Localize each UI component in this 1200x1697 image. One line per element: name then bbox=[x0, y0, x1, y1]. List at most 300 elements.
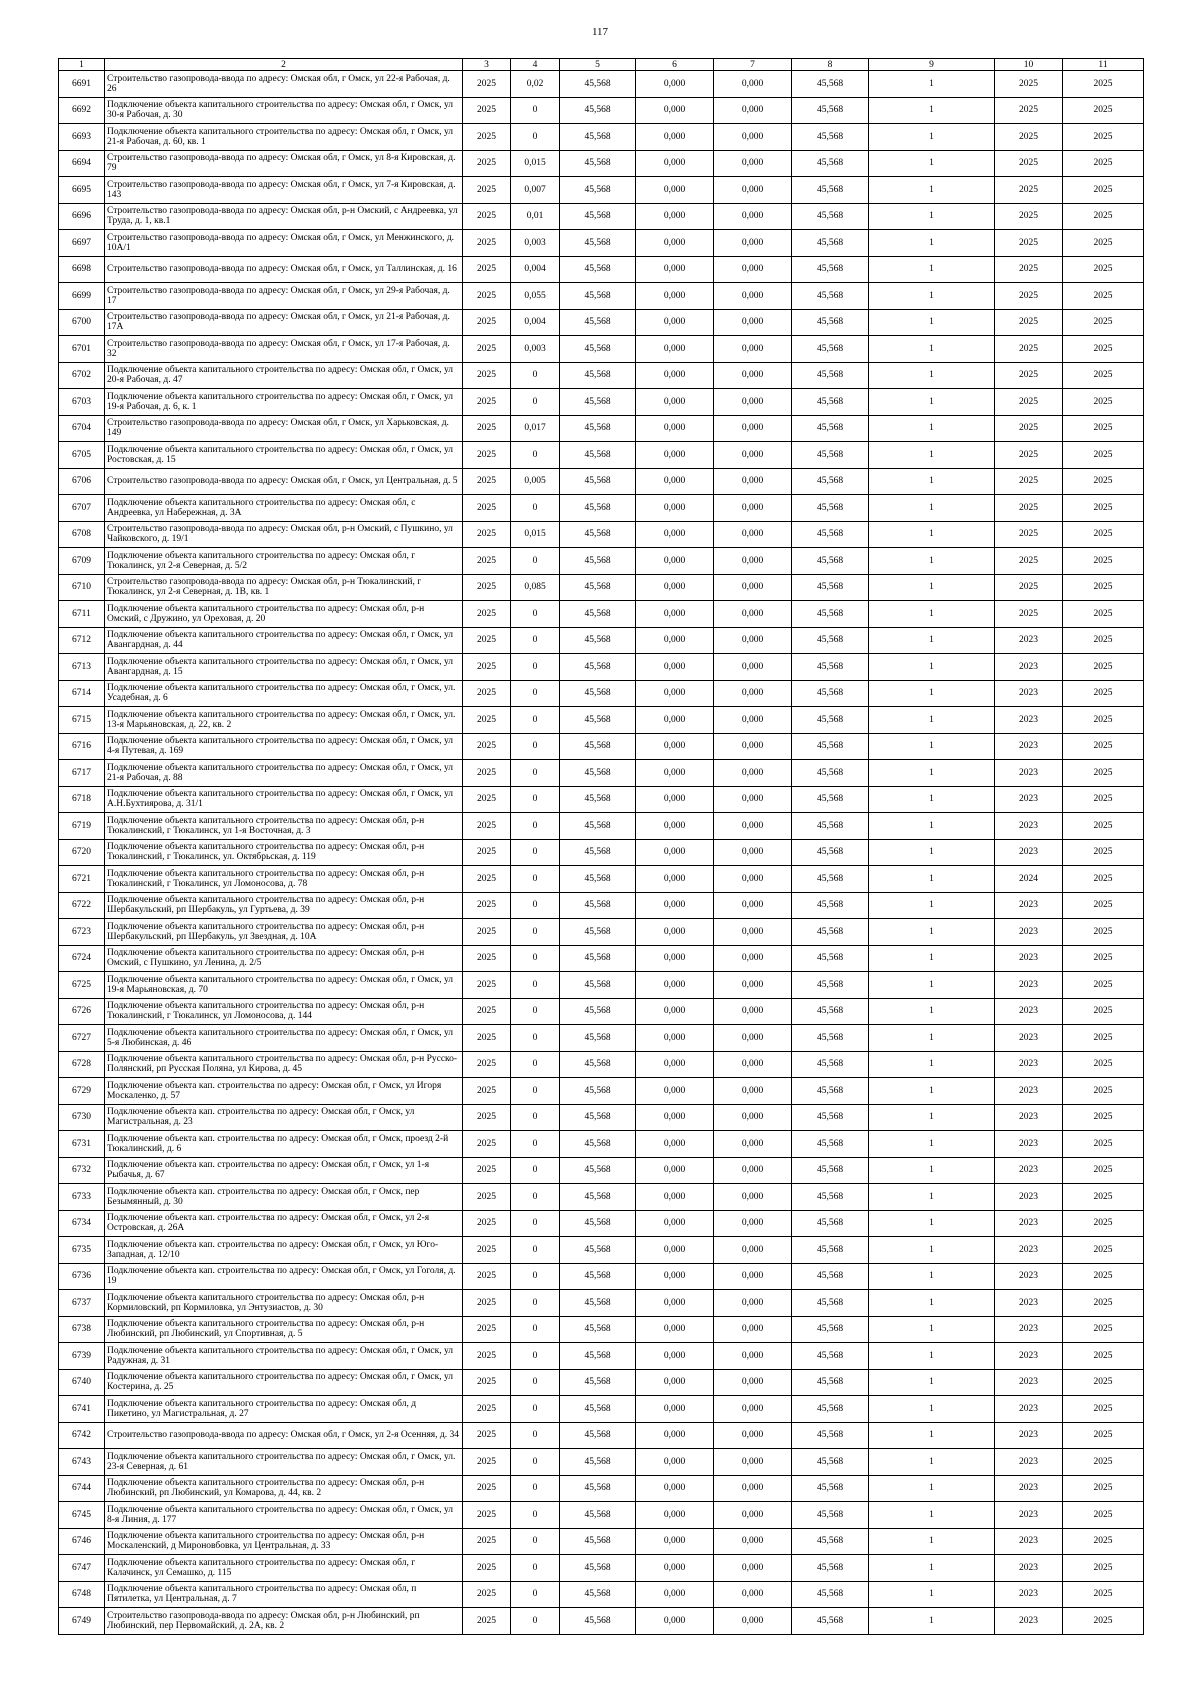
table-row bbox=[59, 1263, 1144, 1290]
value-cell: 45,568 bbox=[792, 733, 869, 760]
value-cell: 45,568 bbox=[792, 1078, 869, 1105]
value-cell: 45,568 bbox=[792, 1316, 869, 1343]
value-cell: 0,000 bbox=[636, 362, 714, 389]
description-cell: Подключение объекта капитального строительства по адресу: Омская обл, р-н Шербакульский, рп Шербакуль, ул Звездная, д. 10А bbox=[105, 919, 463, 946]
value-cell: 45,568 bbox=[792, 124, 869, 151]
value-cell: 1 bbox=[869, 177, 995, 204]
value-cell: 0,000 bbox=[636, 1502, 714, 1529]
value-cell: 0,000 bbox=[636, 336, 714, 363]
value-cell: 1 bbox=[869, 1343, 995, 1370]
table-row bbox=[59, 468, 1144, 495]
value-cell: 45,568 bbox=[792, 1210, 869, 1237]
row-number-cell: 6713 bbox=[59, 654, 105, 681]
value-cell: 2025 bbox=[463, 786, 511, 813]
description-cell: Подключение объекта капитального строительства по адресу: Омская обл, г Омск, ул Авангардная, д. 15 bbox=[105, 654, 463, 681]
table-row bbox=[59, 707, 1144, 734]
value-cell: 2025 bbox=[1063, 1210, 1144, 1237]
table-row bbox=[59, 230, 1144, 257]
value-cell: 45,568 bbox=[792, 1343, 869, 1370]
table-row bbox=[59, 309, 1144, 336]
value-cell: 1 bbox=[869, 1131, 995, 1158]
column-header: 10 bbox=[995, 59, 1063, 71]
description-cell: Строительство газопровода-ввода по адресу: Омская обл, р-н Любинский, рп Любинский, пер Первомайский, д. 2А, кв. 2 bbox=[105, 1608, 463, 1635]
row-number-cell: 6725 bbox=[59, 972, 105, 999]
value-cell: 0,085 bbox=[511, 574, 560, 601]
value-cell: 0,000 bbox=[636, 1396, 714, 1423]
value-cell: 45,568 bbox=[560, 1316, 636, 1343]
row-number-cell: 6724 bbox=[59, 945, 105, 972]
value-cell: 0 bbox=[511, 1237, 560, 1264]
value-cell: 1 bbox=[869, 1528, 995, 1555]
value-cell: 1 bbox=[869, 680, 995, 707]
value-cell: 0,003 bbox=[511, 230, 560, 257]
value-cell: 2025 bbox=[463, 521, 511, 548]
value-cell: 45,568 bbox=[792, 203, 869, 230]
value-cell: 45,568 bbox=[560, 574, 636, 601]
value-cell: 0,000 bbox=[714, 1237, 792, 1264]
value-cell: 0,055 bbox=[511, 283, 560, 310]
value-cell: 2023 bbox=[995, 1475, 1063, 1502]
value-cell: 2025 bbox=[463, 654, 511, 681]
value-cell: 0 bbox=[511, 495, 560, 522]
value-cell: 45,568 bbox=[560, 389, 636, 416]
value-cell: 0,000 bbox=[636, 1210, 714, 1237]
value-cell: 0 bbox=[511, 654, 560, 681]
value-cell: 2025 bbox=[995, 230, 1063, 257]
value-cell: 0,000 bbox=[636, 1025, 714, 1052]
value-cell: 2025 bbox=[1063, 1290, 1144, 1317]
description-cell: Подключение объекта капитального строительства по адресу: Омская обл, р-н Любинский, рп Любинский, ул Спортивная, д. 5 bbox=[105, 1316, 463, 1343]
value-cell: 2025 bbox=[1063, 468, 1144, 495]
value-cell: 2025 bbox=[1063, 1608, 1144, 1635]
value-cell: 45,568 bbox=[560, 1502, 636, 1529]
value-cell: 1 bbox=[869, 1608, 995, 1635]
value-cell: 2025 bbox=[463, 468, 511, 495]
value-cell: 45,568 bbox=[792, 786, 869, 813]
value-cell: 1 bbox=[869, 813, 995, 840]
value-cell: 2025 bbox=[1063, 1157, 1144, 1184]
value-cell: 2025 bbox=[1063, 1581, 1144, 1608]
value-cell: 2025 bbox=[995, 495, 1063, 522]
row-number-cell: 6744 bbox=[59, 1475, 105, 1502]
value-cell: 2025 bbox=[463, 495, 511, 522]
value-cell: 2023 bbox=[995, 1025, 1063, 1052]
value-cell: 2025 bbox=[1063, 124, 1144, 151]
value-cell: 2024 bbox=[995, 866, 1063, 893]
description-cell: Подключение объекта капитального строительства по адресу: Омская обл, п Пятилетка, ул Центральная, д. 7 bbox=[105, 1581, 463, 1608]
value-cell: 0,000 bbox=[714, 124, 792, 151]
value-cell: 2025 bbox=[1063, 892, 1144, 919]
value-cell: 45,568 bbox=[792, 1449, 869, 1476]
value-cell: 45,568 bbox=[792, 362, 869, 389]
value-cell: 0,000 bbox=[714, 733, 792, 760]
value-cell: 0,000 bbox=[714, 1184, 792, 1211]
value-cell: 2025 bbox=[463, 309, 511, 336]
value-cell: 45,568 bbox=[792, 1422, 869, 1449]
value-cell: 45,568 bbox=[792, 1131, 869, 1158]
table-row bbox=[59, 760, 1144, 787]
value-cell: 0 bbox=[511, 760, 560, 787]
value-cell: 0,000 bbox=[636, 1051, 714, 1078]
value-cell: 45,568 bbox=[560, 1131, 636, 1158]
value-cell: 1 bbox=[869, 1184, 995, 1211]
value-cell: 2025 bbox=[463, 627, 511, 654]
value-cell: 2025 bbox=[463, 1528, 511, 1555]
value-cell: 1 bbox=[869, 230, 995, 257]
value-cell: 45,568 bbox=[792, 283, 869, 310]
value-cell: 1 bbox=[869, 998, 995, 1025]
value-cell: 0 bbox=[511, 839, 560, 866]
value-cell: 1 bbox=[869, 1078, 995, 1105]
row-number-cell: 6718 bbox=[59, 786, 105, 813]
value-cell: 1 bbox=[869, 1051, 995, 1078]
value-cell: 45,568 bbox=[560, 1555, 636, 1582]
value-cell: 0,000 bbox=[636, 972, 714, 999]
value-cell: 2023 bbox=[995, 654, 1063, 681]
table-row bbox=[59, 389, 1144, 416]
table-row bbox=[59, 283, 1144, 310]
value-cell: 0,000 bbox=[636, 786, 714, 813]
table-row bbox=[59, 521, 1144, 548]
value-cell: 1 bbox=[869, 203, 995, 230]
value-cell: 2025 bbox=[463, 707, 511, 734]
value-cell: 45,568 bbox=[560, 1343, 636, 1370]
value-cell: 2025 bbox=[1063, 1237, 1144, 1264]
table-row bbox=[59, 1316, 1144, 1343]
value-cell: 2025 bbox=[463, 1581, 511, 1608]
table-body bbox=[59, 71, 1144, 1635]
value-cell: 0 bbox=[511, 1502, 560, 1529]
value-cell: 2025 bbox=[1063, 1528, 1144, 1555]
value-cell: 2025 bbox=[463, 601, 511, 628]
value-cell: 0 bbox=[511, 1475, 560, 1502]
value-cell: 2025 bbox=[995, 97, 1063, 124]
value-cell: 2025 bbox=[1063, 283, 1144, 310]
value-cell: 1 bbox=[869, 760, 995, 787]
value-cell: 0,000 bbox=[714, 1581, 792, 1608]
value-cell: 2025 bbox=[463, 1608, 511, 1635]
row-number-cell: 6746 bbox=[59, 1528, 105, 1555]
value-cell: 1 bbox=[869, 256, 995, 283]
value-cell: 0,000 bbox=[636, 733, 714, 760]
value-cell: 0,000 bbox=[714, 654, 792, 681]
value-cell: 2025 bbox=[463, 919, 511, 946]
value-cell: 1 bbox=[869, 415, 995, 442]
value-cell: 2025 bbox=[1063, 627, 1144, 654]
value-cell: 45,568 bbox=[560, 1263, 636, 1290]
value-cell: 2025 bbox=[463, 813, 511, 840]
value-cell: 45,568 bbox=[560, 495, 636, 522]
value-cell: 2025 bbox=[463, 574, 511, 601]
value-cell: 2023 bbox=[995, 1555, 1063, 1582]
value-cell: 0 bbox=[511, 892, 560, 919]
table-row bbox=[59, 1157, 1144, 1184]
value-cell: 1 bbox=[869, 919, 995, 946]
value-cell: 0,000 bbox=[714, 1502, 792, 1529]
value-cell: 0,000 bbox=[714, 1422, 792, 1449]
value-cell: 2025 bbox=[995, 309, 1063, 336]
value-cell: 0 bbox=[511, 1581, 560, 1608]
value-cell: 0,000 bbox=[636, 1184, 714, 1211]
value-cell: 1 bbox=[869, 336, 995, 363]
row-number-cell: 6692 bbox=[59, 97, 105, 124]
value-cell: 2025 bbox=[1063, 309, 1144, 336]
value-cell: 0,000 bbox=[636, 1157, 714, 1184]
row-number-cell: 6697 bbox=[59, 230, 105, 257]
value-cell: 2023 bbox=[995, 1502, 1063, 1529]
value-cell: 45,568 bbox=[560, 733, 636, 760]
value-cell: 2025 bbox=[1063, 71, 1144, 98]
value-cell: 45,568 bbox=[560, 177, 636, 204]
value-cell: 1 bbox=[869, 1290, 995, 1317]
value-cell: 1 bbox=[869, 1555, 995, 1582]
value-cell: 2023 bbox=[995, 1528, 1063, 1555]
value-cell: 2025 bbox=[1063, 1078, 1144, 1105]
value-cell: 0 bbox=[511, 1555, 560, 1582]
row-number-cell: 6731 bbox=[59, 1131, 105, 1158]
description-cell: Подключение объекта капитального строительства по адресу: Омская обл, р-н Тюкалинский, г Тюкалинск, ул 1-я Восточная, д. 3 bbox=[105, 813, 463, 840]
value-cell: 0,000 bbox=[714, 707, 792, 734]
value-cell: 45,568 bbox=[792, 1184, 869, 1211]
table-row bbox=[59, 1502, 1144, 1529]
value-cell: 0 bbox=[511, 786, 560, 813]
value-cell: 2023 bbox=[995, 1369, 1063, 1396]
description-cell: Подключение объекта капитального строительства по адресу: Омская обл, г Омск, ул. 13-я Марьяновская, д. 22, кв. 2 bbox=[105, 707, 463, 734]
value-cell: 45,568 bbox=[560, 1184, 636, 1211]
value-cell: 0,000 bbox=[714, 1290, 792, 1317]
value-cell: 45,568 bbox=[560, 839, 636, 866]
value-cell: 2025 bbox=[463, 1316, 511, 1343]
row-number-cell: 6707 bbox=[59, 495, 105, 522]
value-cell: 2025 bbox=[463, 1237, 511, 1264]
table-row bbox=[59, 1396, 1144, 1423]
value-cell: 1 bbox=[869, 1025, 995, 1052]
value-cell: 2025 bbox=[995, 389, 1063, 416]
description-cell: Строительство газопровода-ввода по адресу: Омская обл, г Омск, ул Таллинская, д. 16 bbox=[105, 256, 463, 283]
value-cell: 0,000 bbox=[714, 548, 792, 575]
value-cell: 2023 bbox=[995, 1316, 1063, 1343]
value-cell: 2025 bbox=[995, 442, 1063, 469]
table-row bbox=[59, 71, 1144, 98]
value-cell: 0,000 bbox=[714, 1555, 792, 1582]
value-cell: 0,02 bbox=[511, 71, 560, 98]
value-cell: 0 bbox=[511, 1343, 560, 1370]
value-cell: 2025 bbox=[463, 892, 511, 919]
description-cell: Строительство газопровода-ввода по адресу: Омская обл, г Омск, ул Харьковская, д. 149 bbox=[105, 415, 463, 442]
value-cell: 45,568 bbox=[560, 1608, 636, 1635]
description-cell: Подключение объекта капитального строительства по адресу: Омская обл, р-н Тюкалинский, г Тюкалинск, ул Ломоносова, д. 78 bbox=[105, 866, 463, 893]
value-cell: 45,568 bbox=[560, 813, 636, 840]
description-cell: Строительство газопровода-ввода по адресу: Омская обл, г Омск, ул Менжинского, д. 10А/1 bbox=[105, 230, 463, 257]
table-row bbox=[59, 680, 1144, 707]
table-row bbox=[59, 177, 1144, 204]
value-cell: 2025 bbox=[995, 548, 1063, 575]
value-cell: 0,000 bbox=[636, 1608, 714, 1635]
value-cell: 0,000 bbox=[714, 866, 792, 893]
value-cell: 2023 bbox=[995, 1422, 1063, 1449]
table-row bbox=[59, 1290, 1144, 1317]
value-cell: 0,000 bbox=[636, 1316, 714, 1343]
value-cell: 45,568 bbox=[792, 256, 869, 283]
description-cell: Подключение объекта капитального строительства по адресу: Омская обл, р-н Кормиловский, рп Кормиловка, ул Энтузиастов, д. 30 bbox=[105, 1290, 463, 1317]
value-cell: 0,000 bbox=[714, 336, 792, 363]
value-cell: 2025 bbox=[463, 442, 511, 469]
value-cell: 2025 bbox=[995, 150, 1063, 177]
value-cell: 1 bbox=[869, 707, 995, 734]
row-number-cell: 6706 bbox=[59, 468, 105, 495]
row-number-cell: 6714 bbox=[59, 680, 105, 707]
value-cell: 0,000 bbox=[636, 548, 714, 575]
value-cell: 45,568 bbox=[792, 521, 869, 548]
value-cell: 0 bbox=[511, 627, 560, 654]
value-cell: 0,000 bbox=[636, 813, 714, 840]
value-cell: 45,568 bbox=[792, 1290, 869, 1317]
value-cell: 0,000 bbox=[714, 1449, 792, 1476]
row-number-cell: 6709 bbox=[59, 548, 105, 575]
row-number-cell: 6720 bbox=[59, 839, 105, 866]
value-cell: 0,000 bbox=[636, 1555, 714, 1582]
table-row bbox=[59, 1449, 1144, 1476]
value-cell: 0,000 bbox=[714, 1210, 792, 1237]
value-cell: 1 bbox=[869, 1502, 995, 1529]
value-cell: 2025 bbox=[463, 866, 511, 893]
row-number-cell: 6721 bbox=[59, 866, 105, 893]
value-cell: 2025 bbox=[1063, 707, 1144, 734]
value-cell: 0,000 bbox=[636, 442, 714, 469]
description-cell: Подключение объекта капитального строительства по адресу: Омская обл, г Калачинск, ул Семашко, д. 115 bbox=[105, 1555, 463, 1582]
value-cell: 2025 bbox=[463, 760, 511, 787]
value-cell: 45,568 bbox=[560, 654, 636, 681]
value-cell: 0,000 bbox=[636, 124, 714, 151]
value-cell: 0,000 bbox=[714, 1343, 792, 1370]
value-cell: 2025 bbox=[463, 1210, 511, 1237]
value-cell: 2023 bbox=[995, 733, 1063, 760]
table-row bbox=[59, 1104, 1144, 1131]
value-cell: 45,568 bbox=[560, 230, 636, 257]
value-cell: 0 bbox=[511, 813, 560, 840]
value-cell: 0 bbox=[511, 389, 560, 416]
value-cell: 0,000 bbox=[714, 203, 792, 230]
description-cell: Подключение объекта кап. строительства по адресу: Омская обл, г Омск, ул Магистральная, д. 23 bbox=[105, 1104, 463, 1131]
value-cell: 2025 bbox=[1063, 1131, 1144, 1158]
row-number-cell: 6739 bbox=[59, 1343, 105, 1370]
value-cell: 2025 bbox=[1063, 1051, 1144, 1078]
value-cell: 45,568 bbox=[560, 1369, 636, 1396]
value-cell: 2023 bbox=[995, 813, 1063, 840]
row-number-cell: 6716 bbox=[59, 733, 105, 760]
value-cell: 2025 bbox=[1063, 1104, 1144, 1131]
value-cell: 2025 bbox=[995, 71, 1063, 98]
value-cell: 0,000 bbox=[636, 945, 714, 972]
value-cell: 0,000 bbox=[636, 707, 714, 734]
value-cell: 45,568 bbox=[792, 760, 869, 787]
row-number-cell: 6743 bbox=[59, 1449, 105, 1476]
description-cell: Подключение объекта капитального строительства по адресу: Омская обл, р-н Шербакульский, рп Шербакуль, ул Гуртьева, д. 39 bbox=[105, 892, 463, 919]
table-row bbox=[59, 601, 1144, 628]
description-cell: Подключение объекта кап. строительства по адресу: Омская обл, г Омск, проезд 2-й Тюкалинский, д. 6 bbox=[105, 1131, 463, 1158]
value-cell: 2023 bbox=[995, 839, 1063, 866]
row-number-cell: 6717 bbox=[59, 760, 105, 787]
value-cell: 0 bbox=[511, 1104, 560, 1131]
value-cell: 2025 bbox=[1063, 919, 1144, 946]
value-cell: 45,568 bbox=[792, 945, 869, 972]
value-cell: 1 bbox=[869, 1475, 995, 1502]
value-cell: 2025 bbox=[1063, 601, 1144, 628]
value-cell: 2025 bbox=[1063, 230, 1144, 257]
value-cell: 2023 bbox=[995, 1078, 1063, 1105]
description-cell: Подключение объекта капитального строительства по адресу: Омская обл, г Омск, ул 20-я Рабочая, д. 47 bbox=[105, 362, 463, 389]
value-cell: 45,568 bbox=[560, 760, 636, 787]
value-cell: 2023 bbox=[995, 1290, 1063, 1317]
value-cell: 1 bbox=[869, 574, 995, 601]
value-cell: 0 bbox=[511, 548, 560, 575]
value-cell: 2025 bbox=[1063, 813, 1144, 840]
value-cell: 2025 bbox=[1063, 1263, 1144, 1290]
value-cell: 0,000 bbox=[636, 1449, 714, 1476]
column-header: 6 bbox=[636, 59, 714, 71]
description-cell: Подключение объекта кап. строительства по адресу: Омская обл, г Омск, ул Игоря Москаленко, д. 57 bbox=[105, 1078, 463, 1105]
value-cell: 45,568 bbox=[560, 786, 636, 813]
value-cell: 45,568 bbox=[560, 866, 636, 893]
row-number-cell: 6727 bbox=[59, 1025, 105, 1052]
value-cell: 0,015 bbox=[511, 521, 560, 548]
value-cell: 2023 bbox=[995, 919, 1063, 946]
value-cell: 0,000 bbox=[636, 1343, 714, 1370]
row-number-cell: 6747 bbox=[59, 1555, 105, 1582]
value-cell: 0,003 bbox=[511, 336, 560, 363]
description-cell: Подключение объекта капитального строительства по адресу: Омская обл, г Омск, ул Радужная, д. 31 bbox=[105, 1343, 463, 1370]
value-cell: 2025 bbox=[1063, 1422, 1144, 1449]
value-cell: 1 bbox=[869, 1581, 995, 1608]
value-cell: 0,000 bbox=[636, 1237, 714, 1264]
value-cell: 2025 bbox=[463, 1104, 511, 1131]
table-row bbox=[59, 733, 1144, 760]
value-cell: 0,000 bbox=[714, 177, 792, 204]
value-cell: 0,000 bbox=[714, 919, 792, 946]
value-cell: 2025 bbox=[463, 203, 511, 230]
value-cell: 0 bbox=[511, 707, 560, 734]
value-cell: 45,568 bbox=[792, 1555, 869, 1582]
value-cell: 0 bbox=[511, 1608, 560, 1635]
description-cell: Подключение объекта капитального строительства по адресу: Омская обл, г Тюкалинск, ул 2-я Северная, д. 5/2 bbox=[105, 548, 463, 575]
value-cell: 2025 bbox=[995, 203, 1063, 230]
value-cell: 0,000 bbox=[636, 680, 714, 707]
value-cell: 0,000 bbox=[714, 998, 792, 1025]
value-cell: 45,568 bbox=[560, 1157, 636, 1184]
value-cell: 2025 bbox=[1063, 945, 1144, 972]
value-cell: 2025 bbox=[1063, 150, 1144, 177]
value-cell: 45,568 bbox=[560, 1581, 636, 1608]
value-cell: 0,000 bbox=[636, 601, 714, 628]
value-cell: 2025 bbox=[1063, 203, 1144, 230]
row-number-cell: 6748 bbox=[59, 1581, 105, 1608]
table-row bbox=[59, 1025, 1144, 1052]
description-cell: Подключение объекта кап. строительства по адресу: Омская обл, г Омск, пер Безымянный, д. 30 bbox=[105, 1184, 463, 1211]
value-cell: 2025 bbox=[1063, 654, 1144, 681]
value-cell: 2025 bbox=[463, 680, 511, 707]
value-cell: 0,000 bbox=[636, 892, 714, 919]
value-cell: 2025 bbox=[1063, 256, 1144, 283]
row-number-cell: 6700 bbox=[59, 309, 105, 336]
value-cell: 2025 bbox=[463, 945, 511, 972]
value-cell: 0,000 bbox=[714, 150, 792, 177]
table-row bbox=[59, 627, 1144, 654]
value-cell: 45,568 bbox=[560, 1528, 636, 1555]
value-cell: 45,568 bbox=[792, 972, 869, 999]
value-cell: 0 bbox=[511, 1290, 560, 1317]
value-cell: 0,000 bbox=[636, 468, 714, 495]
value-cell: 2025 bbox=[1063, 1555, 1144, 1582]
